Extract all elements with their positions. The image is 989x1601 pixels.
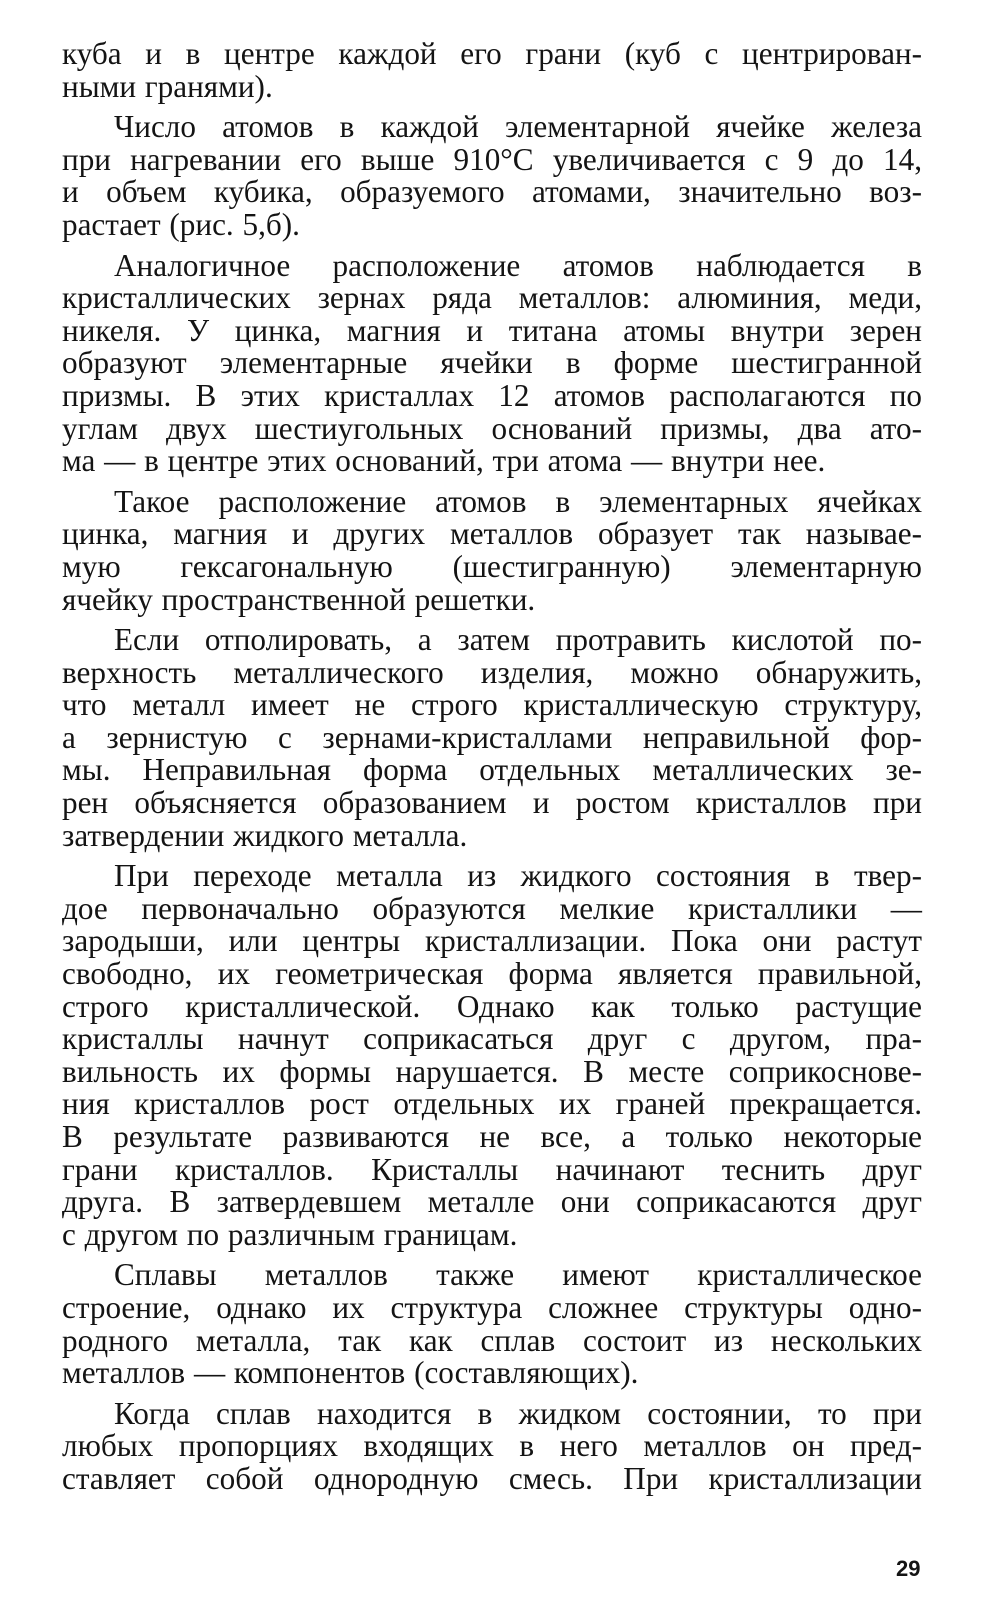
text-line: затвердении жидкого металла.	[62, 817, 468, 853]
paragraph-1	[62, 38, 922, 103]
text-line: мы. Неправильная форма отдельных металлических зе-	[62, 752, 922, 788]
paragraph-6	[62, 860, 922, 1251]
text-line: ячейку пространственной решетки.	[62, 581, 536, 617]
text-line: грани кристаллов. Кристаллы начинают теснить друг	[62, 1151, 922, 1187]
text-line: В результате развиваются не все, а только некоторые	[62, 1119, 922, 1154]
page-number: 29	[896, 1556, 921, 1581]
text-line: вильность их формы нарушается. В месте соприкоснове-	[62, 1053, 922, 1089]
text-line: любых пропорциях входящих в него металлов он пред-	[62, 1428, 922, 1464]
text-line: При переходе металла из жидкого состояния в твер-	[114, 858, 922, 894]
text-line: металлов — компонентов (составляющих).	[62, 1355, 639, 1391]
text-line: мую гексагональную (шестигранную) элементарную	[62, 548, 922, 584]
text-line: а зернистую с зернами-кристаллами неправильной фор-	[62, 719, 922, 755]
text-line: ма — в центре этих оснований, три атома — внутри нее.	[62, 443, 826, 479]
text-line: куба и в центре каждой его грани (куб с центрирован-	[62, 36, 922, 71]
text-line: кристаллических зернах ряда металлов: алюминия, меди,	[62, 280, 922, 316]
text-line: углам двух шестиугольных оснований призмы, два ато-	[62, 410, 922, 446]
text-line: родного металла, так как сплав состоит из нескольких	[62, 1322, 922, 1358]
text-line: зародыши, или центры кристаллизации. Пока они растут	[62, 923, 922, 959]
page-body	[62, 38, 922, 1504]
text-line: кристаллы начнут соприкасаться друг с другом, пра-	[62, 1021, 922, 1057]
text-line: Аналогичное расположение атомов наблюдается в	[114, 247, 922, 283]
paragraph-7	[62, 1259, 922, 1389]
text-line: ными гранями).	[62, 68, 273, 104]
text-line: образуют элементарные ячейки в форме шестигранной	[62, 345, 922, 381]
paragraph-5	[62, 624, 922, 852]
paragraph-2	[62, 111, 922, 241]
paragraph-3	[62, 247, 922, 479]
paragraph-8	[62, 1395, 922, 1496]
text-line: ния кристаллов рост отдельных их граней прекращается.	[62, 1086, 922, 1122]
text-line: Такое расположение атомов в элементарных ячейках	[114, 483, 922, 519]
text-line: цинка, магния и других металлов образует так называе-	[62, 516, 922, 552]
text-line: верхность металлического изделия, можно обнаружить,	[62, 654, 922, 690]
paragraph-4	[62, 483, 922, 617]
text-line: ставляет собой однородную смесь. При кристаллизации	[62, 1460, 922, 1496]
text-line: никеля. У цинка, магния и титана атомы внутри зерен	[62, 312, 922, 348]
text-line: дое первоначально образуются мелкие кристаллики —	[62, 890, 922, 926]
text-line: Число атомов в каждой элементарной ячейке железа	[114, 109, 922, 145]
text-line: что металл имеет не строго кристаллическую структуру,	[62, 687, 922, 723]
text-line: с другом по различным границам.	[62, 1216, 518, 1252]
text-line: свободно, их геометрическая форма является правильной,	[62, 956, 922, 992]
text-line: Сплавы металлов также имеют кристаллическое	[114, 1257, 922, 1293]
text-line: при нагревании его выше 910°С увеличивается с 9 до 14,	[62, 141, 922, 177]
text-line: Когда сплав находится в жидком состоянии, то при	[114, 1395, 922, 1431]
text-line: Если отполировать, а затем протравить кислотой по-	[114, 622, 922, 658]
text-line: строение, однако их структура сложнее структуры одно-	[62, 1289, 922, 1325]
text-line: рен объясняется образованием и ростом кристаллов при	[62, 785, 922, 821]
text-line: строго кристаллической. Однако как только растущие	[62, 988, 922, 1024]
text-line: растает (рис. 5,б).	[62, 206, 300, 242]
text-line: и объем кубика, образуемого атомами, значительно воз-	[62, 174, 922, 210]
text-line: призмы. В этих кристаллах 12 атомов располагаются по	[62, 377, 922, 413]
text-line: друга. В затвердевшем металле они соприкасаются друг	[62, 1184, 922, 1220]
